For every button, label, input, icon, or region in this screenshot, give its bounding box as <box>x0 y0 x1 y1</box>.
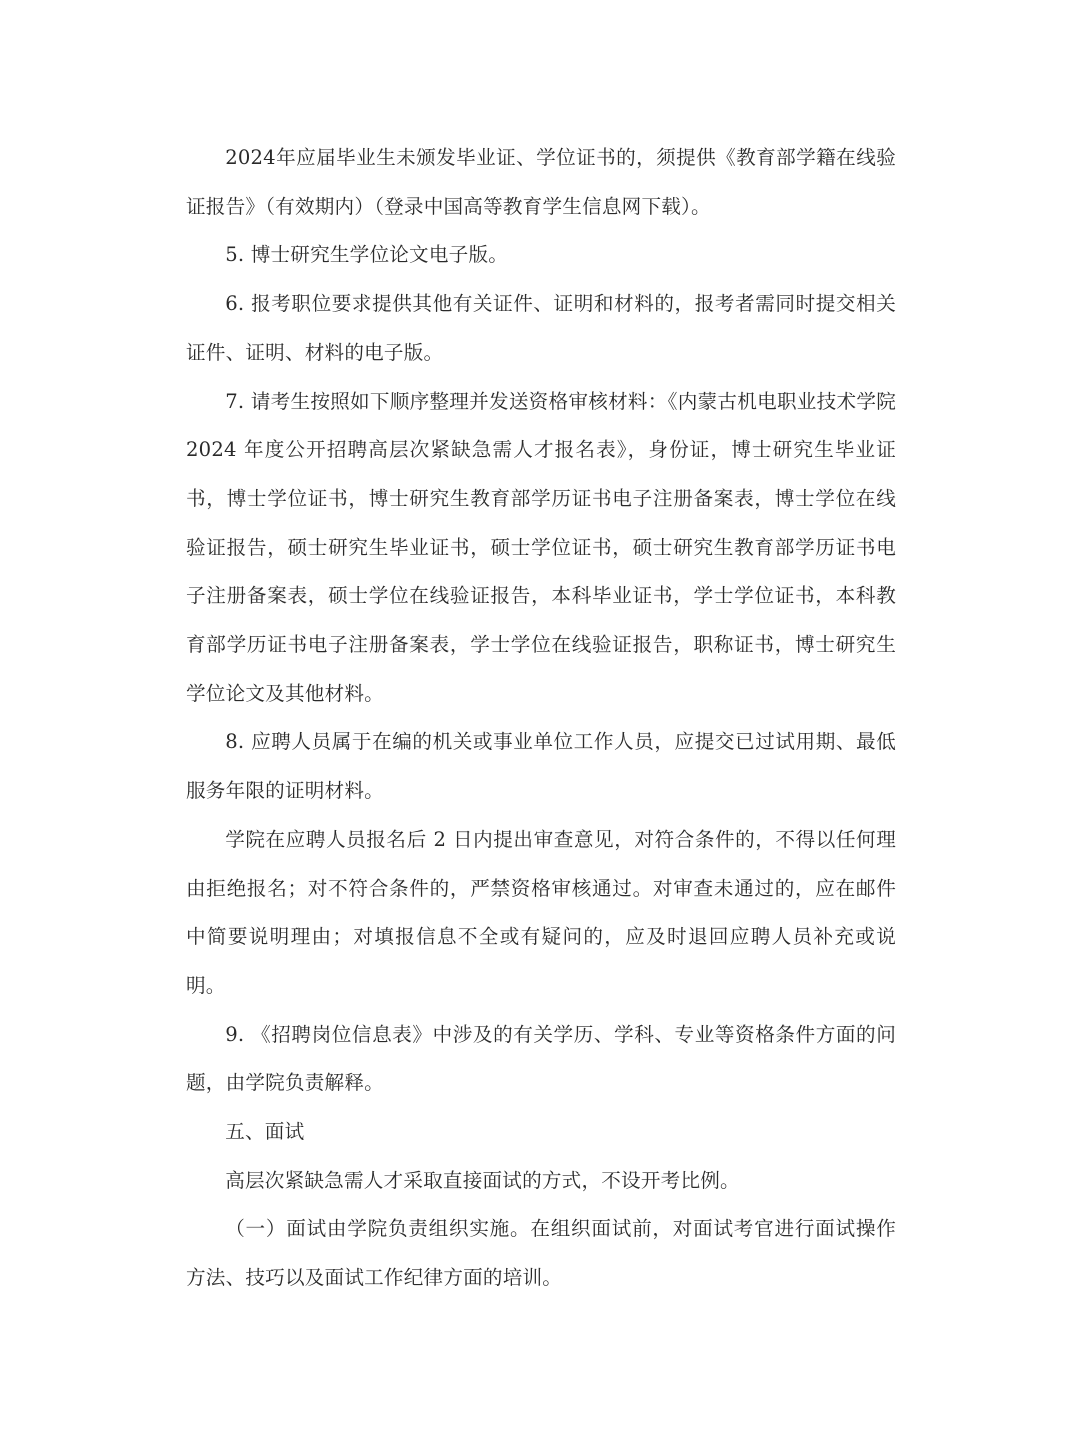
paragraph-review-rules: 学院在应聘人员报名后 2 日内提出审查意见，对符合条件的，不得以任何理由拒绝报名；对不符合条件的，严禁资格审核通过。对审查未通过的，应在邮件中简要说明理由；对填报信息不全或有疑问的，应及时退回应聘人员补充或说明。 <box>186 827 896 997</box>
section-heading-interview: 五、面试 <box>225 1120 305 1144</box>
paragraph-interview-method: 高层次紧缺急需人才采取直接面试的方式，不设开考比例。 <box>225 1168 740 1192</box>
paragraph-interview-organization: （一）面试由学院负责组织实施。在组织面试前，对面试考官进行面试操作方法、技巧以及面试工作纪律方面的培训。 <box>186 1217 896 1290</box>
paragraph-item-5: 5. 博士研究生学位论文电子版。 <box>225 243 509 267</box>
paragraph-graduate-verification: 2024年应届毕业生未颁发毕业证、学位证书的，须提供《教育部学籍在线验证报告》（有效期内）（登录中国高等教育学生信息网下载）。 <box>186 146 896 218</box>
paragraph-item-7: 7. 请考生按照如下顺序整理并发送资格审核材料：《内蒙古机电职业技术学院 2024 年度公开招聘高层次紧缺急需人才报名表》，身份证，博士研究生毕业证书，博士学位证书，博士研究生教育部学历证书电子注册备案表，博士学位在线验证报告，硕士研究生毕业证书，硕士学位证书，硕士研究生教育部学历证书电子注册备案表，硕士学位在线验证报告，本科毕业证书，学士学位证书，本科教育部学历证书电子注册备案表，学士学位在线验证报告，职称证书，博士研究生学位论文及其他材料。 <box>186 389 896 705</box>
paragraph-item-6: 6. 报考职位要求提供其他有关证件、证明和材料的，报考者需同时提交相关证件、证明、材料的电子版。 <box>186 292 896 364</box>
document-body <box>186 134 896 1303</box>
paragraph-item-8: 8. 应聘人员属于在编的机关或事业单位工作人员，应提交已过试用期、最低服务年限的证明材料。 <box>186 730 896 803</box>
paragraph-item-9: 9. 《招聘岗位信息表》中涉及的有关学历、学科、专业等资格条件方面的问题，由学院负责解释。 <box>186 1022 896 1095</box>
